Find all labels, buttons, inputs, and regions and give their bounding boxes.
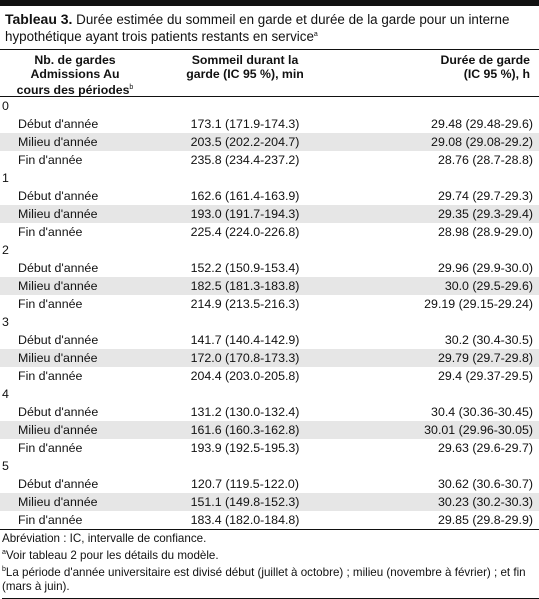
caption-footnote-marker: a	[313, 31, 318, 38]
cell-duration: 29.08 (29.08-29.2)	[431, 135, 533, 149]
table-row	[0, 439, 539, 457]
cell-duration: 30.0 (29.5-29.6)	[444, 279, 533, 293]
table-row	[0, 349, 539, 367]
cell-duration: 28.98 (28.9-29.0)	[437, 225, 533, 239]
header-col-duration	[340, 53, 539, 96]
header-col1-line3	[0, 81, 150, 97]
table-title: Durée estimée du sommeil en garde et durée de la garde pour un interne hypothétique ayant trois patients restants en service	[5, 12, 510, 44]
group-label-row: 3	[2, 315, 9, 329]
header-col3-line2: (IC 95 %), h	[463, 67, 530, 81]
group-label-row: 1	[2, 171, 9, 185]
table-row	[0, 493, 539, 511]
cell-duration: 30.2 (30.4-30.5)	[444, 333, 533, 347]
table-row	[0, 295, 539, 313]
footnote-a-text: Voir tableau 2 pour les détails du modèle.	[5, 549, 219, 562]
table-row	[0, 277, 539, 295]
table-header	[0, 49, 539, 97]
cell-period: Début d'année	[18, 477, 99, 491]
cell-sleep: 182.5 (181.3-183.8)	[190, 279, 300, 293]
cell-sleep: 141.7 (140.4-142.9)	[190, 333, 300, 347]
cell-period: Début d'année	[18, 333, 99, 347]
cell-period: Milieu d'année	[18, 135, 98, 149]
header-col-admissions	[0, 53, 150, 96]
table-row	[0, 421, 539, 439]
table-row	[0, 223, 539, 241]
cell-sleep: 151.1 (149.8-152.3)	[190, 495, 300, 509]
cell-period: Début d'année	[18, 189, 99, 203]
cell-duration: 29.85 (29.8-29.9)	[437, 513, 533, 527]
header-col1-footnote-marker: b	[129, 84, 134, 91]
group-label-row: 4	[2, 387, 9, 401]
table-row	[0, 511, 539, 529]
footnote-a	[2, 546, 539, 563]
cell-period: Fin d'année	[18, 369, 83, 383]
cell-period: Milieu d'année	[18, 207, 98, 221]
cell-period: Début d'année	[18, 117, 99, 131]
footnote-b-text: La période d'année universitaire est divisé début (juillet à octobre) ; milieu (novembre à février) ; et fin (mars à juin).	[2, 566, 526, 593]
cell-sleep: 120.7 (119.5-122.0)	[191, 477, 299, 491]
cell-sleep: 193.0 (191.7-194.3)	[190, 207, 300, 221]
cell-period: Fin d'année	[18, 441, 83, 455]
cell-duration: 29.35 (29.3-29.4)	[437, 207, 533, 221]
table-body	[0, 97, 539, 529]
table-row	[0, 205, 539, 223]
cell-duration: 30.4 (30.36-30.45)	[431, 405, 533, 419]
cell-sleep: 162.6 (161.4-163.9)	[190, 189, 300, 203]
cell-duration: 29.63 (29.6-29.7)	[437, 441, 533, 455]
group-label-row: 2	[2, 243, 9, 257]
cell-period: Début d'année	[18, 261, 99, 275]
cell-duration: 30.01 (29.96-30.05)	[424, 423, 533, 437]
cell-duration: 29.96 (29.9-30.0)	[437, 261, 533, 275]
header-col1-line1: Nb. de gardes	[34, 53, 116, 67]
table-caption	[0, 6, 539, 49]
cell-duration: 29.74 (29.7-29.3)	[437, 189, 533, 203]
cell-period: Fin d'année	[18, 225, 83, 239]
table-row	[0, 115, 539, 133]
cell-sleep: 161.6 (160.3-162.8)	[190, 423, 300, 437]
cell-period: Fin d'année	[18, 297, 83, 311]
header-col1-line2: Admissions Au	[30, 67, 120, 81]
cell-duration: 28.76 (28.7-28.8)	[437, 153, 533, 167]
cell-sleep: 204.4 (203.0-205.8)	[190, 369, 300, 383]
table-row	[0, 259, 539, 277]
cell-period: Milieu d'année	[18, 351, 98, 365]
cell-duration: 29.79 (29.7-29.8)	[437, 351, 533, 365]
cell-duration: 30.62 (30.6-30.7)	[437, 477, 533, 491]
footnote-b	[2, 563, 539, 594]
cell-duration: 29.4 (29.37-29.5)	[437, 369, 533, 383]
table-row	[0, 367, 539, 385]
table-label: Tableau 3.	[5, 11, 73, 27]
cell-period: Milieu d'année	[18, 495, 98, 509]
cell-period: Fin d'année	[18, 513, 83, 527]
cell-sleep: 172.0 (170.8-173.3)	[190, 351, 300, 365]
table-row	[0, 475, 539, 493]
table-footnotes	[0, 529, 539, 599]
cell-sleep: 203.5 (202.2-204.7)	[190, 135, 300, 149]
cell-sleep: 193.9 (192.5-195.3)	[190, 441, 300, 455]
cell-sleep: 225.4 (224.0-226.8)	[190, 225, 300, 239]
cell-period: Milieu d'année	[18, 279, 98, 293]
header-col-sleep	[150, 53, 340, 96]
group-label-row: 0	[2, 99, 9, 113]
cell-duration: 29.19 (29.15-29.24)	[424, 297, 533, 311]
table-row	[0, 151, 539, 169]
cell-duration: 30.23 (30.2-30.3)	[437, 495, 533, 509]
cell-sleep: 235.8 (234.4-237.2)	[190, 153, 300, 167]
cell-sleep: 131.2 (130.0-132.4)	[190, 405, 300, 419]
cell-sleep: 214.9 (213.5-216.3)	[190, 297, 300, 311]
cell-sleep: 183.4 (182.0-184.8)	[190, 513, 300, 527]
cell-sleep: 173.1 (171.9-174.3)	[190, 117, 300, 131]
table-row	[0, 187, 539, 205]
footnote-b-marker: b	[2, 566, 6, 573]
header-col1-line3-text: cours des périodes	[16, 83, 130, 97]
header-col2-line2: garde (IC 95 %), min	[186, 67, 304, 81]
table-row	[0, 133, 539, 151]
footnote-abbreviation: Abréviation : IC, intervalle de confiance.	[2, 532, 207, 545]
table-row	[0, 403, 539, 421]
cell-sleep: 152.2 (150.9-153.4)	[190, 261, 300, 275]
group-label-row: 5	[2, 459, 9, 473]
cell-period: Fin d'année	[18, 153, 83, 167]
cell-duration: 29.48 (29.48-29.6)	[431, 117, 533, 131]
cell-period: Milieu d'année	[18, 423, 98, 437]
footnote-a-marker: a	[2, 549, 6, 556]
header-col3-line1: Durée de garde	[440, 53, 530, 67]
table-row	[0, 331, 539, 349]
cell-period: Début d'année	[18, 405, 99, 419]
header-col2-line1: Sommeil durant la	[191, 53, 299, 67]
